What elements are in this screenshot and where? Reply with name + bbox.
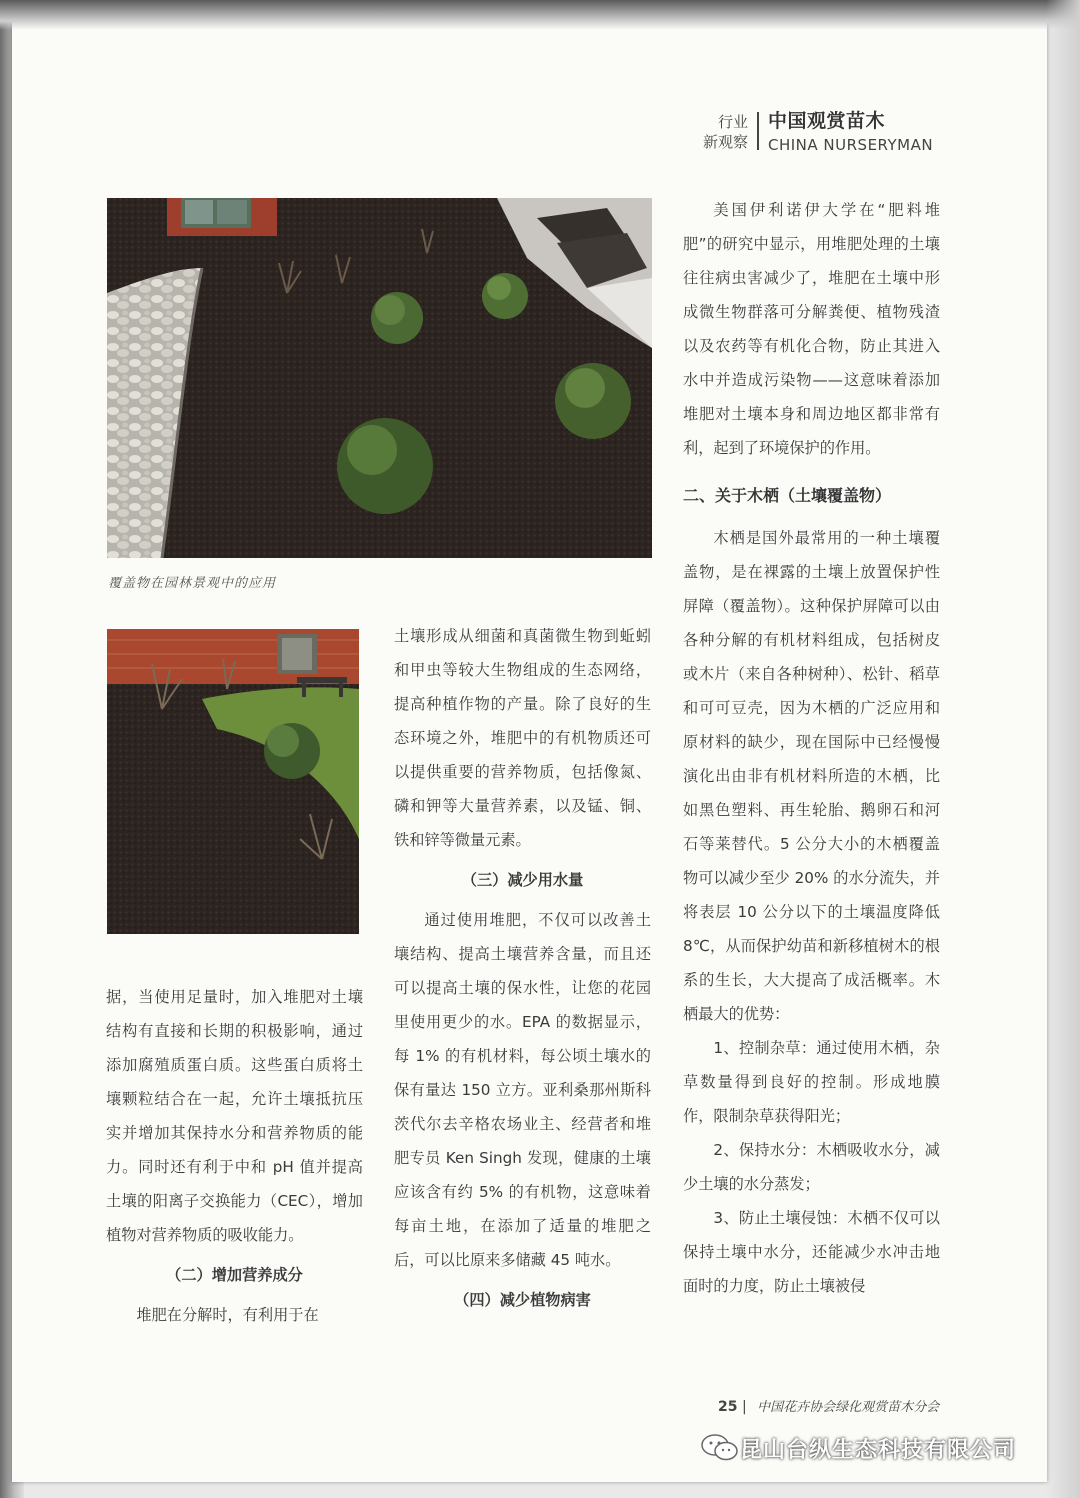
paragraph-soil-structure: 据，当使用足量时，加入堆肥对土壤结构有直接和长期的积极影响，通过添加腐殖质蛋白质。这些蛋白质将土壤颗粒结合在一起，允许土壤抵抗压实并增加其保持水分和营养物质的能力。同时还有利于中和 pH 值并提高土壤的阳离子交换能力（CEC），增加植物对营养物质的吸收能力。: [106, 988, 363, 1244]
mulch-bed-illustration: [107, 198, 652, 558]
figure-caption: 覆盖物在园林景观中的应用: [108, 576, 277, 591]
section-label-line1: 行业: [717, 113, 748, 131]
footer-separator: |: [741, 1399, 747, 1415]
photo-mulch-landscape-bed: [107, 198, 652, 558]
magazine-title-en: CHINA NURSERYMAN: [768, 136, 934, 154]
paragraph-mulch-intro: 木栖是国外最常用的一种土壤覆盖物，是在裸露的土壤上放置保护性屏障（覆盖物）。这种保护屏障可以由各种分解的有机材料组成，包括树皮或木片（来自各种树种）、松针、稻草和可可豆壳，因为木栖的广泛应用和原材料的缺少，现在国际中已经慢慢演化出由非有机材料所造的木栖，比如黑色塑料、再生轮胎、鹅卵石和河石等莱替代。5 公分大小的木栖覆盖物可以减少至少 20% 的水分流失，并将表层 10 公分以下的土壤温度降低 8℃，从而保护幼苗和新移植树木的根系的生长，大大提高了成活概率。木栖最大的优势：: [683, 529, 940, 1023]
paragraph-illinois-study: 美国伊利诺伊大学在“肥料堆肥”的研究中显示，用堆肥处理的土壤往往病虫害减少了，堆肥在土壤中形成微生物群落可分解粪便、植物残渣以及农药等有机化合物，防止其进入水中并造成污染物——这意味着添加堆肥对土壤本身和周边地区都非常有利，起到了环境保护的作用。: [683, 201, 940, 457]
magazine-title-cn: 中国观赏苗木: [768, 110, 886, 132]
subheading-reduce-water: （三）减少用水量: [461, 871, 584, 889]
magazine-masthead: [768, 106, 933, 154]
page-number: 25: [718, 1399, 738, 1415]
list-item-erosion: 3、防止土壤侵蚀：木栖不仅可以保持土壤中水分，还能减少水冲击地面时的力度，防止土壤被侵: [683, 1209, 940, 1295]
subheading-add-nutrients: （二）增加营养成分: [166, 1266, 303, 1284]
paragraph-ecosystem: 土壤形成从细菌和真菌微生物到蚯蚓和甲虫等较大生物组成的生态网络，提高种植作物的产量。除了良好的生态环境之外，堆肥中的有机物质还可以提供重要的营养物质，包括像氮、磷和钾等大量营养素，以及锰、铜、铁和锌等微量元素。: [394, 627, 651, 849]
section-label: [690, 112, 748, 152]
list-item-weed-control: 1、控制杂草：通过使用木栖，杂草数量得到良好的控制。形成地膜作，限制杂草获得阳光；: [683, 1039, 940, 1125]
section-title-mulch: 二、关于木栖（土壤覆盖物）: [683, 486, 892, 505]
paragraph-decomposition: 堆肥在分解时，有利用于在: [136, 1306, 319, 1324]
page-footer: [718, 1396, 939, 1415]
scan-right-shadow: [1046, 0, 1080, 1498]
photo-mulch-with-lawn: [107, 629, 359, 934]
paragraph-water-retention: 通过使用堆肥，不仅可以改善土壤结构、提高土壤营养含量，而且还可以提高土壤的保水性，让您的花园里使用更少的水。EPA 的数据显示，每 1% 的有机材料，每公顷土壤水的保有量达 150 立方。亚利桑那州斯科茨代尔去辛格农场业主、经营者和堆肥专员 Ken Singh 发现，健康的土壤应该含有约 5% 的有机物，这意味着每亩土地，在添加了适量的堆肥之后，可以比原来多储藏 45 吨水。: [394, 911, 651, 1269]
header-divider: [757, 112, 759, 150]
text-column-2: [394, 619, 651, 1323]
scan-top-shadow: [0, 0, 1080, 30]
text-column-1: [106, 980, 363, 1332]
list-item-water-retention: 2、保持水分：木栖吸收水分，减少土壤的水分蒸发；: [683, 1141, 940, 1193]
text-column-3: [683, 193, 940, 1303]
wechat-icon: [700, 1432, 740, 1464]
watermark-company: 昆山台纵生态科技有限公司: [740, 1437, 1017, 1463]
section-label-line2: 新观察: [702, 133, 748, 151]
subheading-reduce-disease: （四）减少植物病害: [454, 1291, 591, 1309]
wechat-watermark: [700, 1428, 1016, 1468]
footer-organization: 中国花卉协会绿化观赏苗木分会: [757, 1400, 940, 1415]
mulch-lawn-illustration: [107, 629, 359, 934]
